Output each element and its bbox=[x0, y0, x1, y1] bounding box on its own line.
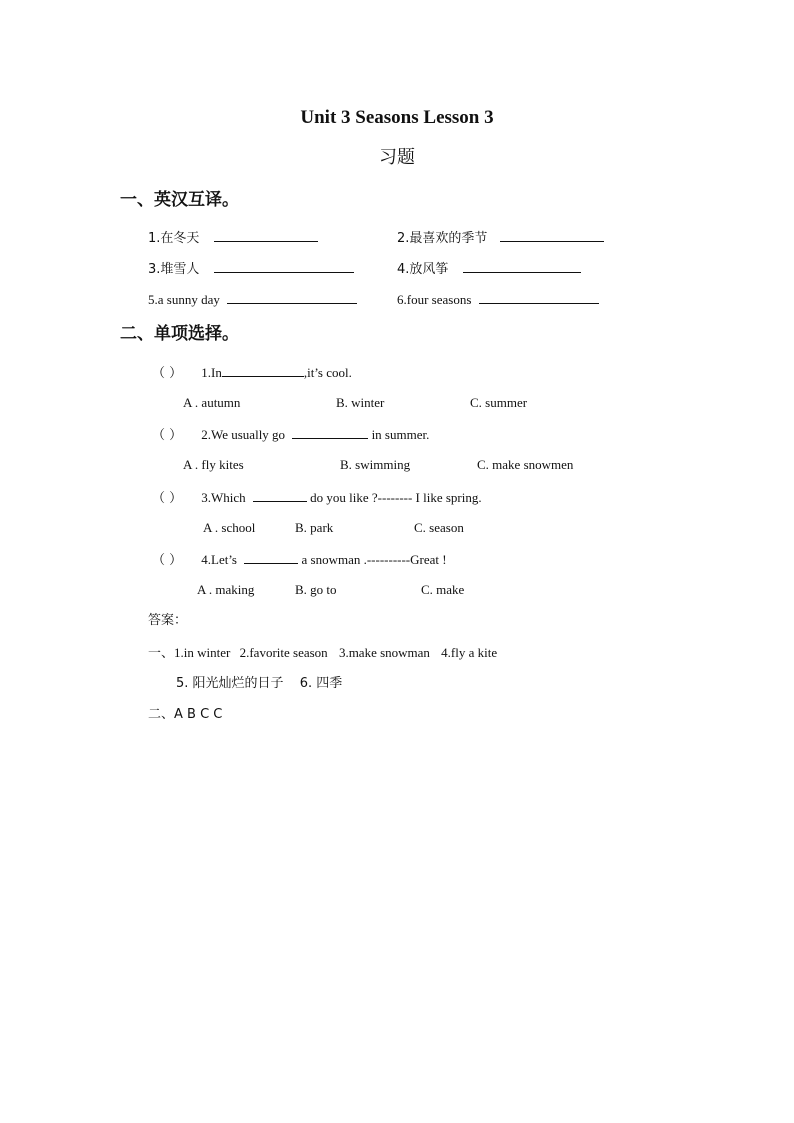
question-stem-pre: 1.In bbox=[201, 365, 222, 380]
translation-item-label: 6.four seasons bbox=[397, 292, 472, 307]
answers-line-3: 二、A B C C bbox=[148, 707, 223, 722]
translation-item-label: 3.堆雪人 bbox=[148, 262, 200, 277]
page-title: Unit 3 Seasons Lesson 3 bbox=[300, 107, 494, 128]
question-stem-post: ,it’s cool. bbox=[303, 365, 352, 380]
option-3c[interactable]: C. season bbox=[414, 520, 464, 535]
answer-blank[interactable] bbox=[244, 552, 298, 564]
answer-item: 6. 四季 bbox=[299, 676, 343, 691]
option-1a[interactable]: A . autumn bbox=[183, 395, 241, 410]
question-stem-post: in summer. bbox=[371, 427, 430, 442]
answer-blank[interactable] bbox=[463, 261, 581, 273]
translation-item-1 bbox=[148, 230, 318, 245]
option-4c[interactable]: C. make bbox=[421, 582, 465, 597]
page-subtitle: 习题 bbox=[379, 147, 415, 168]
answers-label: 答案： bbox=[148, 613, 188, 628]
answer-blank[interactable] bbox=[479, 292, 599, 304]
question-2 bbox=[152, 427, 429, 442]
question-1 bbox=[152, 365, 352, 380]
answers-line-1-prefix: 一、 bbox=[148, 646, 175, 661]
answer-blank[interactable] bbox=[227, 292, 357, 304]
question-stem-pre: 2.We usually go bbox=[201, 427, 286, 442]
translation-item-2 bbox=[397, 230, 604, 245]
option-2b[interactable]: B. swimming bbox=[340, 457, 411, 472]
question-stem-post: a snowman .----------Great ! bbox=[301, 552, 447, 567]
translation-item-label: 2.最喜欢的季节 bbox=[397, 231, 488, 246]
translation-item-label: 5.a sunny day bbox=[148, 292, 220, 307]
section1-heading: 一、英汉互译。 bbox=[120, 190, 239, 210]
answer-blank[interactable] bbox=[214, 230, 318, 242]
answer-blank[interactable] bbox=[500, 230, 604, 242]
option-2a[interactable]: A . fly kites bbox=[183, 457, 244, 472]
question-3 bbox=[152, 490, 482, 505]
question-stem-pre: 3.Which bbox=[201, 490, 246, 505]
answer-item: 2.favorite season bbox=[239, 645, 328, 660]
option-2c[interactable]: C. make snowmen bbox=[477, 457, 574, 472]
option-4b[interactable]: B. go to bbox=[295, 582, 337, 597]
question-stem-pre: 4.Let’s bbox=[201, 552, 237, 567]
answer-blank[interactable] bbox=[222, 365, 304, 377]
translation-item-4 bbox=[397, 261, 581, 276]
translation-item-6 bbox=[397, 292, 599, 306]
translation-item-5 bbox=[148, 292, 357, 306]
answer-blank[interactable] bbox=[214, 261, 354, 273]
question-4 bbox=[152, 552, 447, 567]
translation-item-label: 1.在冬天 bbox=[148, 231, 200, 246]
option-1c[interactable]: C. summer bbox=[470, 395, 528, 410]
option-3a[interactable]: A . school bbox=[203, 520, 256, 535]
translation-item-3 bbox=[148, 261, 354, 276]
question-stem-post: do you like ?-------- I like spring. bbox=[310, 490, 482, 505]
answer-paren[interactable]: （ ） bbox=[152, 366, 183, 381]
answer-blank[interactable] bbox=[253, 490, 307, 502]
answer-paren[interactable]: （ ） bbox=[152, 553, 183, 568]
answers-line-2 bbox=[176, 677, 342, 690]
translation-item-label: 4.放风筝 bbox=[397, 262, 449, 277]
answer-paren[interactable]: （ ） bbox=[152, 428, 183, 443]
answer-blank[interactable] bbox=[292, 427, 368, 439]
option-4a[interactable]: A . making bbox=[197, 582, 255, 597]
answer-item: 3.make snowman bbox=[338, 645, 430, 660]
answer-paren[interactable]: （ ） bbox=[152, 491, 183, 506]
answers-line-1 bbox=[148, 646, 497, 660]
answer-item: 1.in winter bbox=[174, 645, 231, 660]
section2-heading: 二、单项选择。 bbox=[120, 324, 239, 344]
answer-item: 4.fly a kite bbox=[441, 645, 498, 660]
option-3b[interactable]: B. park bbox=[295, 520, 334, 535]
option-1b[interactable]: B. winter bbox=[336, 395, 385, 410]
answer-item: 5. 阳光灿烂的日子 bbox=[176, 676, 284, 691]
